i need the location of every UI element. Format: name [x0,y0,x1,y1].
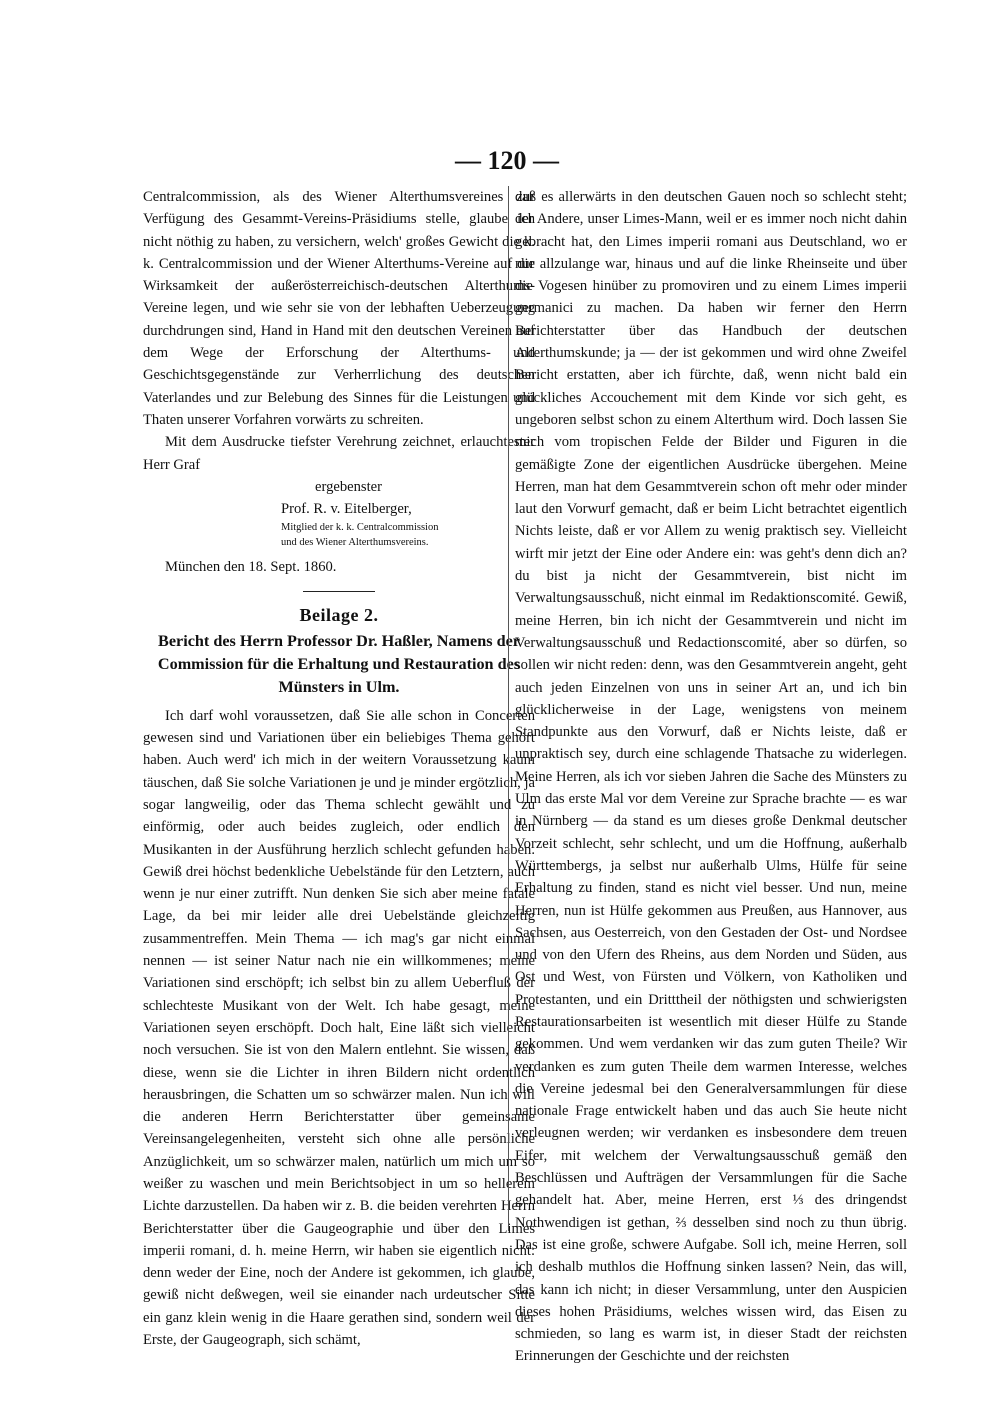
signature-greeting: ergebenster [315,478,382,495]
signature-note-line2: und des Wiener Alterthumsvereins. [281,537,429,549]
closing-paragraph: Mit dem Ausdrucke tiefster Verehrung zeichnet, erlauchtester Herr Graf [143,434,535,473]
report-continuation: daß es allerwärts in den deutschen Gauen noch so schlecht steht; der Andere, unser Limes-Mann, weil er es immer noch nicht dahin gebracht hat, den Limes imperii romani aus Deutschland, wo er nur allzulange war, hinaus und auf die linke Rheinseite und über die Vogesen hinüber zu promoviren und zu einem Limes imperii germanici zu machen. Da haben wir ferner den Herrn Berichterstatter über das Handbuch der deutschen Alterthumskunde; ja — der ist gekommen und wird ohne Zweifel Bericht erstatten, aber ich fürchte, daß, wenn nicht bald ein glückliches Accouchement mit dem Kinde vor sich geht, es ungeboren selbst schon zu einem Alterthum wird. Doch lassen Sie mich vom tropischen Felde der Bilder und Figuren in die gemäßigte Zone der eigentlichen Ausdrücke übergehen. Meine Herren, man hat dem Gesammtverein schon oft mehr oder minder laut den Vorwurf gemacht, daß er beim Licht betrachtet eigentlich Nichts leiste, daß er vor Allem zu wenig praktisch sey. Vielleicht wirft mir jetzt der Eine oder Andere ein: was geht's denn dich an? du bist ja nicht der Gesammtverein, bist nicht im Verwaltungsausschuß, nicht einmal im Redaktionscomité. Gewiß, meine Herren, bin ich nicht der Gesammtverein und nicht im Verwaltungsausschuß und Redactionscomité, aber so dürfen, so sollen wir nicht reden: denn, was den Gesammtverein angeht, geht auch jeden Einzelnen von uns in seiner Art an, und ich bin glücklicherweise in der Lage, wenigstens von meinem Standpunkte aus den Vorwurf, daß er Nichts leiste, daß er unpraktisch sey, durch eine schlagende Thatsache zu widerlegen. Meine Herren, als ich vor sieben Jahren die Sache des Münsters zu Ulm das erste Mal vor dem Vereine zur Sprache brachte — es war in Nürnberg — da stand es um dieses große Denkmal deutscher Vorzeit schlecht, sehr schlecht, und um die Hoffnung, außerhalb Württembergs, ja selbst nur außerhalb Ulms, Hülfe für seine Erhaltung zu finden, stand es nicht viel besser. Und nun, meine Herren, nun ist Hülfe gekommen aus Preußen, aus Hannover, aus Sachsen, aus Oesterreich, von den Gestaden der Ost- und Nordsee und von den Ufern des Rheins, aus dem Norden und Süden, aus Ost und West, von Fürsten und Völkern, von Katholiken und Protestanten, und ein Dritttheil der nöthigsten und schwierigsten Restaurationsarbeiten ist wesentlich mit dieser Hülfe zu Stande gekommen. Und wem verdanken wir das zum guten Theile? Wir verdanken es zum guten Theile dem warmen Interesse, welches die Vereine jedesmal bei den Generalversammlungen für diese nationale Frage entwickelt haben und das auch Sie heute nicht verleugnen werden; wir verdanken es insbesondere dem treuen Eifer, mit welchem der Verwaltungsausschuß gemäß den Beschlüssen und Aufträgen der Versammlungen für die Sache gehandelt hat. Aber, meine Herren, erst ⅓ des dringendst Nothwendigen ist gethan, ⅔ desselben sind noch zu thun übrig. Das ist eine große, schwere Aufgabe. Soll ich, meine Herren, soll ich deshalb muthlos die Hoffnung sinken lassen? Nein, das will, das kann ich nicht; in dieser Versammlung, unter den Auspicien dieses hohen Präsidiums, welches wissen wird, das Eisen zu schmieden, so lang es warm ist, in dieser Stadt der reichsten Erinnerungen der Geschichte und der reichsten [515,189,907,1365]
right-column [515,186,907,1368]
report-paragraph: Ich darf wohl voraussetzen, daß Sie alle schon in Concerten gewesen sind und Variationen über ein beliebiges Thema gehört haben. Auch werd' ich mich in der weitern Voraussetzung kaum täuschen, daß Sie solche Variationen je und je minder ergötzlich, ja sogar langweilig, oder das Thema schlecht gewählt und zu einförmig, oder auch beides zugleich, oder endlich den Musikanten in der Ausführung herzlich schlecht gefunden haben. Gewiß drei höchst bedenkliche Uebelstände für den Letztern, auch wenn je nur einer zutrifft. Nun denken Sie sich aber meine fatale Lage, da bei mir leider alle drei Uebelstände gleichzeitig zusammentreffen. Mein Thema — ich mag's gar nicht einmal nennen — ist seiner Natur nach nie ein willkommenes; meine Variationen sind erschöpft; ich selbst bin zu allem Ueberfluß der schlechteste Musikant von der Welt. Ich habe gesagt, meine Variationen seyen erschöpft. Doch halt, Eine läßt sich vielleicht noch versuchen. Sie ist von den Malern entlehnt. Sie wissen, daß diese, wenn sie die Lichter in ihren Bildern nicht ordentlich herausbringen, die Schatten um so schwärzer malen. Nun ich will die anderen Herrn Berichterstatter über gemeinsame Vereinsangelegenheiten, versteht sich ohne alle persönliche Anzüglichkeit, um so schwärzer malen, natürlich um mich um so weißer zu waschen und mein Berichtsobject in um so hellerem Lichte darzustellen. Da haben wir z. B. die beiden verehrten Herrn Berichterstatter über die Gaugeographie und über den Limes imperii romani, d. h. meine Herrn, wir haben sie eigentlich nicht: denn weder der Eine, noch der Andere ist gekommen, ich glaube, gewiß nicht deßwegen, weil sie einander nach urdeutscher Sitte ein ganz klein wenig in die Haare gerathen sind, sondern weil der Erste, der Gaugeograph, sich schämt, [143,707,535,1349]
signature-block [281,476,535,551]
appendix-heading: Beilage 2. [299,604,379,625]
signature-note-line1: Mitglied der k. k. Centralcommission [281,522,439,534]
report-title: Bericht des Herrn Professor Dr. Haßler, Namens der Commission für die Erhaltung und Restauration des Münsters in Ulm. [157,631,521,696]
page-number-text: — 120 — [455,146,559,175]
dateline: München den 18. Sept. 1860. [165,559,337,576]
signature-name: Prof. R. v. Eitelberger, [281,501,412,518]
column-divider [508,186,509,1231]
letter-paragraph: Centralcommission, als des Wiener Alterthumsvereines zur Verfügung des Gesammt-Vereins-Präsidiums stelle, glaube ich nicht nöthig zu haben, zu versichern, welch' großes Gewicht die k. k. Centralcommission und der Wiener Alterthums-Vereine auf die Wirksamkeit der außerösterreichisch-deutschen Alterthums-Vereine legen, und wie sehr sie von der lebhaften Ueberzeugung durchdrungen sind, Hand in Hand mit den deutschen Vereinen auf dem Wege der Erforschung der Alterthums- und Geschichtsgegenstände zur Verherrlichung des deutschen Vaterlandes und zur Belebung des Sinnes für die Leistungen und Thaten unserer Vorfahren vorwärts zu schreiten. [143,189,535,428]
left-column [143,186,535,1351]
section-divider [303,591,375,592]
